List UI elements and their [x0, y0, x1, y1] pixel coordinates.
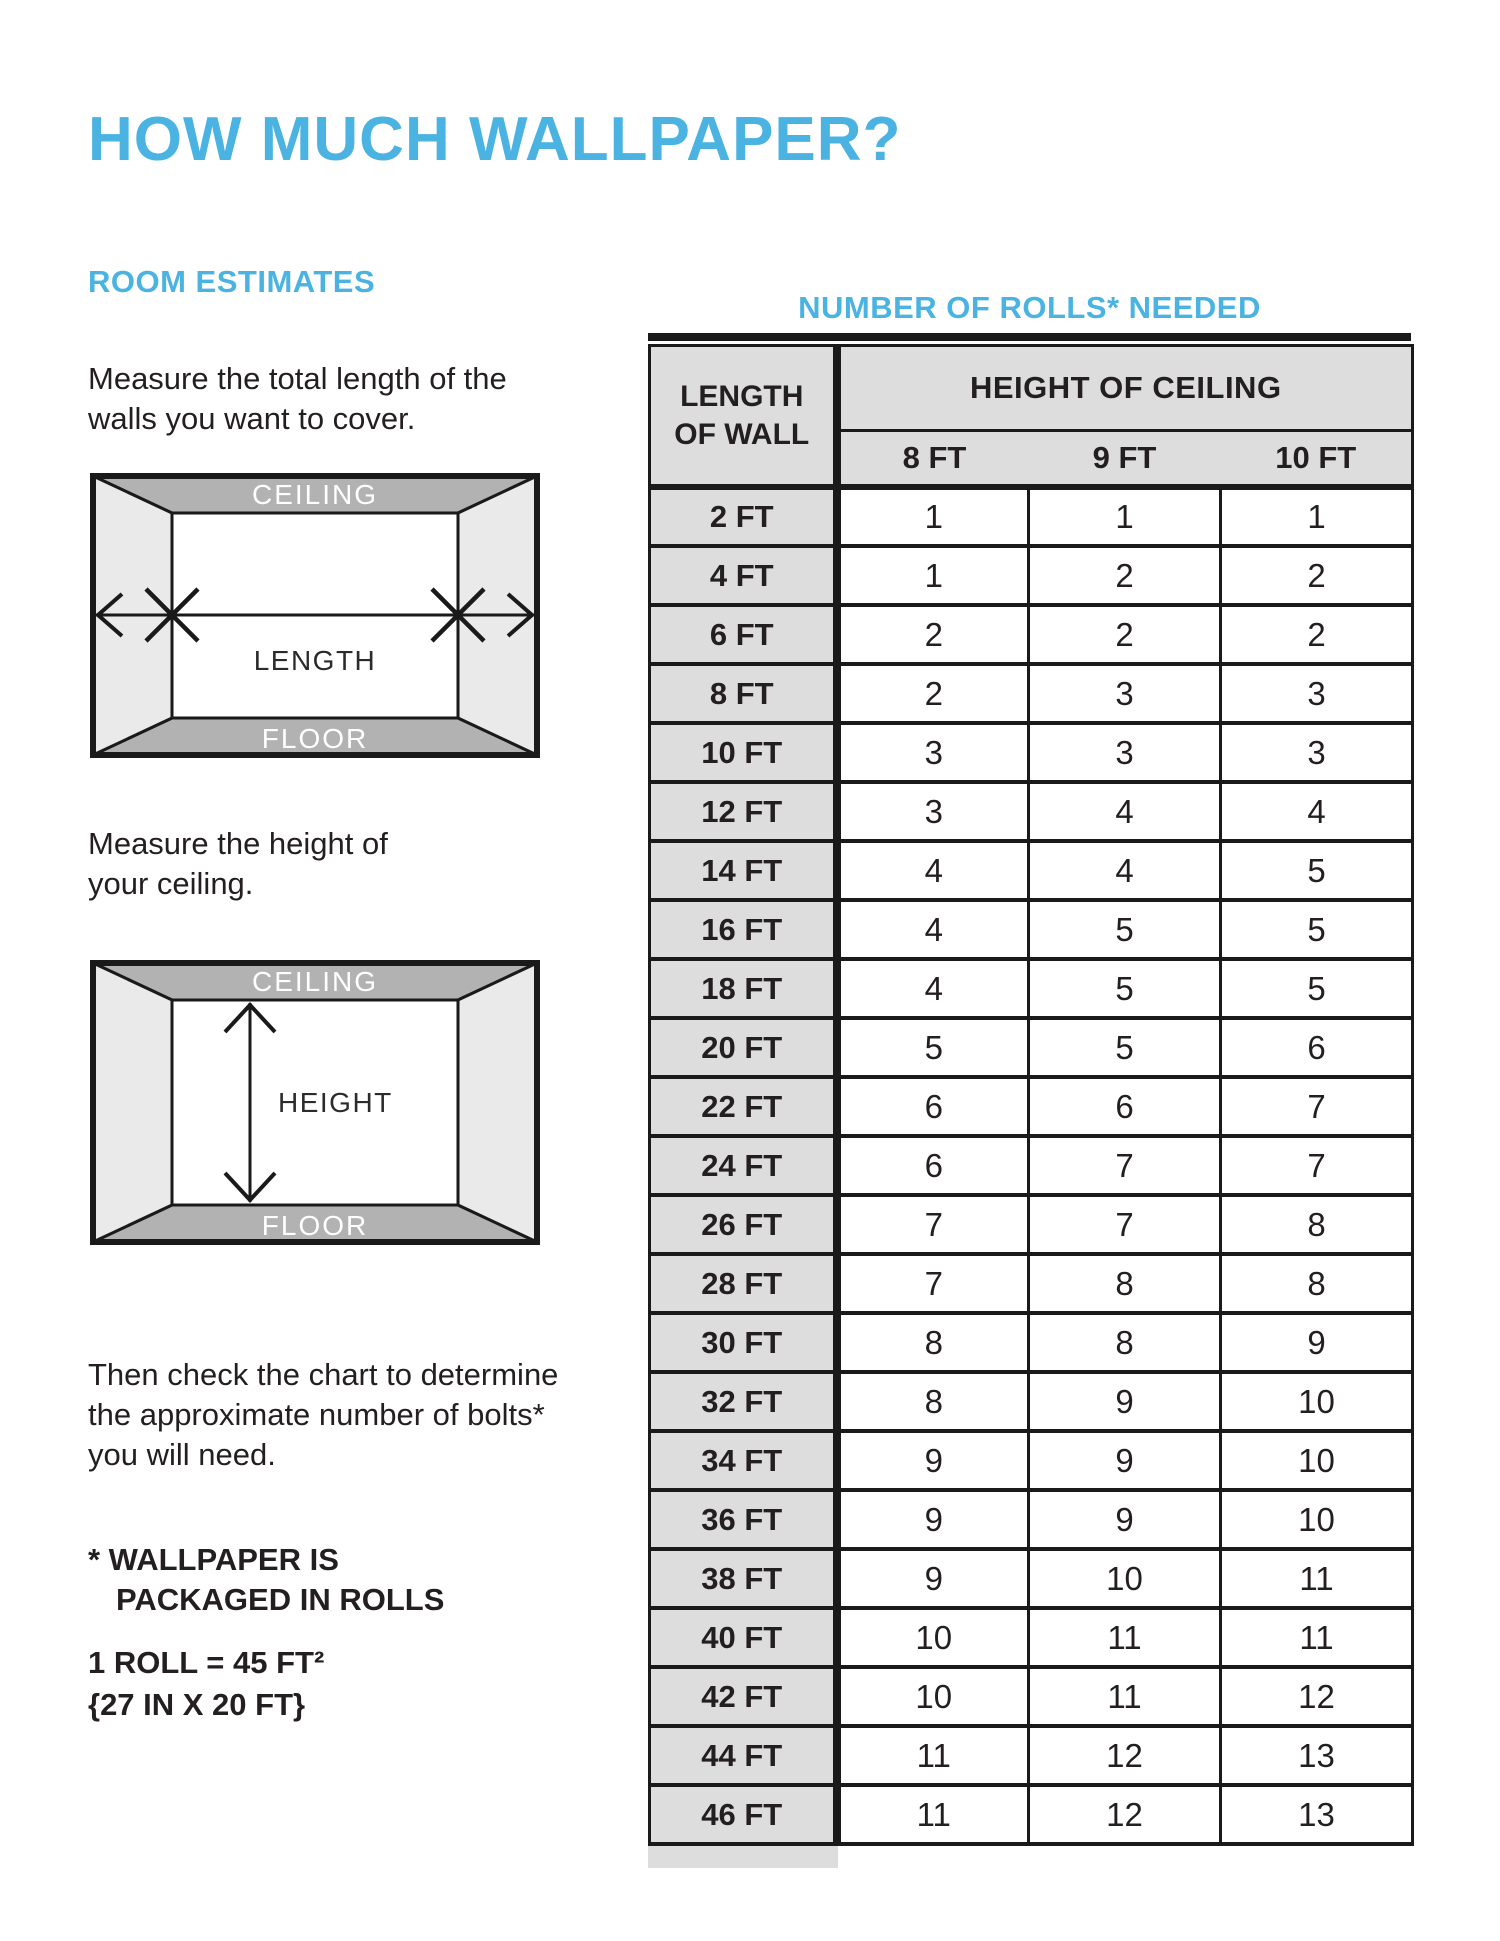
col-header-9ft: 9 FT	[1029, 431, 1221, 488]
roll-count-cell: 5	[1029, 900, 1221, 959]
roll-count-cell: 1	[1221, 487, 1413, 546]
roll-count-cell: 1	[837, 487, 1029, 546]
col-header-8ft: 8 FT	[837, 431, 1029, 488]
row-label: 14 FT	[650, 841, 837, 900]
row-label: 26 FT	[650, 1195, 837, 1254]
table-row	[650, 900, 1413, 959]
footnote-line-1: * WALLPAPER IS	[88, 1542, 339, 1577]
roll-count-cell: 8	[1029, 1254, 1221, 1313]
roll-count-cell: 9	[837, 1431, 1029, 1490]
roll-count-cell: 2	[1029, 546, 1221, 605]
row-label: 22 FT	[650, 1077, 837, 1136]
roll-count-cell: 10	[837, 1608, 1029, 1667]
table-row	[650, 1549, 1413, 1608]
left-wall	[93, 963, 172, 1242]
roll-count-cell: 6	[1221, 1018, 1413, 1077]
row-label: 40 FT	[650, 1608, 837, 1667]
roll-count-cell: 2	[1029, 605, 1221, 664]
roll-count-cell: 8	[1029, 1313, 1221, 1372]
step3-instruction: Then check the chart to determine the approximate number of bolts* you will need.	[88, 1357, 559, 1472]
row-label: 28 FT	[650, 1254, 837, 1313]
roll-count-cell: 2	[837, 605, 1029, 664]
table-row	[650, 782, 1413, 841]
roll-count-cell: 10	[1221, 1490, 1413, 1549]
roll-count-cell: 5	[837, 1018, 1029, 1077]
roll-count-cell: 12	[1029, 1785, 1221, 1844]
corner-header	[650, 346, 837, 488]
step2-instruction: Measure the height of your ceiling.	[88, 826, 388, 901]
roll-count-cell: 11	[837, 1726, 1029, 1785]
roll-count-cell: 4	[837, 900, 1029, 959]
row-label: 30 FT	[650, 1313, 837, 1372]
roll-count-cell: 2	[1221, 546, 1413, 605]
row-label: 20 FT	[650, 1018, 837, 1077]
table-row	[650, 1195, 1413, 1254]
table-row	[650, 546, 1413, 605]
ceiling-label: CEILING	[251, 966, 379, 997]
table-row	[650, 487, 1413, 546]
table-row	[650, 959, 1413, 1018]
roll-count-cell: 4	[1221, 782, 1413, 841]
roll-count-cell: 7	[1221, 1077, 1413, 1136]
roll-count-cell: 6	[837, 1077, 1029, 1136]
roll-count-cell: 9	[837, 1490, 1029, 1549]
rolls-footnote	[88, 1540, 444, 1620]
roll-count-cell: 3	[837, 782, 1029, 841]
roll-count-cell: 9	[1029, 1490, 1221, 1549]
roll-size-info	[88, 1642, 324, 1726]
roll-count-cell: 11	[1029, 1667, 1221, 1726]
roll-count-cell: 10	[1221, 1431, 1413, 1490]
roll-size-line-2: {27 IN X 20 FT}	[88, 1687, 306, 1722]
roll-count-cell: 11	[1221, 1608, 1413, 1667]
page-title: HOW MUCH WALLPAPER?	[88, 104, 902, 174]
row-label: 24 FT	[650, 1136, 837, 1195]
table-top-bar	[648, 333, 1411, 341]
col-header-10ft: 10 FT	[1221, 431, 1413, 488]
roll-count-cell: 2	[1221, 605, 1413, 664]
table-row	[650, 664, 1413, 723]
rolls-table-heading: NUMBER OF ROLLS* NEEDED	[798, 290, 1261, 325]
table-body	[650, 487, 1413, 1844]
corner-header-line-1: LENGTH	[680, 379, 804, 413]
roll-count-cell: 9	[837, 1549, 1029, 1608]
roll-count-cell: 8	[1221, 1254, 1413, 1313]
roll-count-cell: 4	[837, 841, 1029, 900]
rolls-table-container	[648, 333, 1411, 1868]
roll-count-cell: 5	[1221, 959, 1413, 1018]
row-label: 6 FT	[650, 605, 837, 664]
roll-count-cell: 9	[1029, 1431, 1221, 1490]
row-label: 46 FT	[650, 1785, 837, 1844]
roll-count-cell: 13	[1221, 1785, 1413, 1844]
row-label: 36 FT	[650, 1490, 837, 1549]
roll-count-cell: 10	[837, 1667, 1029, 1726]
step1-instruction: Measure the total length of the walls you want to cover.	[88, 361, 507, 436]
roll-count-cell: 7	[1221, 1136, 1413, 1195]
roll-count-cell: 4	[1029, 841, 1221, 900]
roll-count-cell: 8	[1221, 1195, 1413, 1254]
roll-count-cell: 5	[1221, 841, 1413, 900]
length-label: LENGTH	[253, 645, 377, 676]
roll-count-cell: 13	[1221, 1726, 1413, 1785]
roll-count-cell: 3	[837, 723, 1029, 782]
table-row	[650, 1667, 1413, 1726]
roll-count-cell: 6	[1029, 1077, 1221, 1136]
roll-count-cell: 5	[1029, 959, 1221, 1018]
floor-label: FLOOR	[261, 1210, 369, 1241]
roll-count-cell: 8	[837, 1372, 1029, 1431]
table-row	[650, 1077, 1413, 1136]
table-row	[650, 1313, 1413, 1372]
table-row	[650, 1608, 1413, 1667]
row-label: 32 FT	[650, 1372, 837, 1431]
roll-count-cell: 1	[1029, 487, 1221, 546]
right-wall	[458, 963, 537, 1242]
row-label: 2 FT	[650, 487, 837, 546]
room-height-diagram	[90, 960, 540, 1245]
room-estimates-heading: ROOM ESTIMATES	[88, 264, 376, 299]
table-bottom-strip	[648, 1846, 838, 1868]
row-label: 18 FT	[650, 959, 837, 1018]
roll-count-cell: 1	[837, 546, 1029, 605]
table-row	[650, 1372, 1413, 1431]
table-row	[650, 605, 1413, 664]
roll-count-cell: 8	[837, 1313, 1029, 1372]
roll-count-cell: 10	[1221, 1372, 1413, 1431]
row-label: 16 FT	[650, 900, 837, 959]
roll-count-cell: 12	[1221, 1667, 1413, 1726]
row-label: 44 FT	[650, 1726, 837, 1785]
roll-count-cell: 7	[1029, 1136, 1221, 1195]
roll-count-cell: 11	[837, 1785, 1029, 1844]
table-row	[650, 1785, 1413, 1844]
table-row	[650, 841, 1413, 900]
table-row	[650, 1136, 1413, 1195]
row-label: 10 FT	[650, 723, 837, 782]
table-row	[650, 1018, 1413, 1077]
roll-count-cell: 10	[1029, 1549, 1221, 1608]
roll-count-cell: 4	[837, 959, 1029, 1018]
corner-header-line-2: OF WALL	[674, 417, 810, 451]
row-label: 8 FT	[650, 664, 837, 723]
roll-count-cell: 4	[1029, 782, 1221, 841]
roll-count-cell: 11	[1221, 1549, 1413, 1608]
row-label: 42 FT	[650, 1667, 837, 1726]
row-label: 12 FT	[650, 782, 837, 841]
roll-count-cell: 3	[1029, 664, 1221, 723]
roll-count-cell: 7	[1029, 1195, 1221, 1254]
roll-count-cell: 3	[1221, 664, 1413, 723]
rolls-needed-table	[648, 344, 1414, 1846]
table-row	[650, 1490, 1413, 1549]
roll-count-cell: 3	[1221, 723, 1413, 782]
roll-count-cell: 3	[1029, 723, 1221, 782]
roll-count-cell: 7	[837, 1254, 1029, 1313]
roll-size-line-1: 1 ROLL = 45 FT²	[88, 1645, 325, 1680]
table-row	[650, 723, 1413, 782]
room-length-diagram	[90, 473, 540, 758]
row-label: 4 FT	[650, 546, 837, 605]
footnote-line-2: PACKAGED IN ROLLS	[116, 1582, 445, 1617]
roll-count-cell: 11	[1029, 1608, 1221, 1667]
row-label: 34 FT	[650, 1431, 837, 1490]
roll-count-cell: 5	[1221, 900, 1413, 959]
roll-count-cell: 2	[837, 664, 1029, 723]
floor-label: FLOOR	[261, 723, 369, 754]
roll-count-cell: 9	[1221, 1313, 1413, 1372]
roll-count-cell: 12	[1029, 1726, 1221, 1785]
roll-count-cell: 7	[837, 1195, 1029, 1254]
roll-count-cell: 6	[837, 1136, 1029, 1195]
roll-count-cell: 5	[1029, 1018, 1221, 1077]
table-row	[650, 1726, 1413, 1785]
row-label: 38 FT	[650, 1549, 837, 1608]
table-row	[650, 1431, 1413, 1490]
ceiling-label: CEILING	[251, 479, 379, 510]
roll-count-cell: 9	[1029, 1372, 1221, 1431]
height-of-ceiling-header: HEIGHT OF CEILING	[837, 346, 1413, 431]
table-row	[650, 1254, 1413, 1313]
height-label: HEIGHT	[278, 1087, 393, 1118]
